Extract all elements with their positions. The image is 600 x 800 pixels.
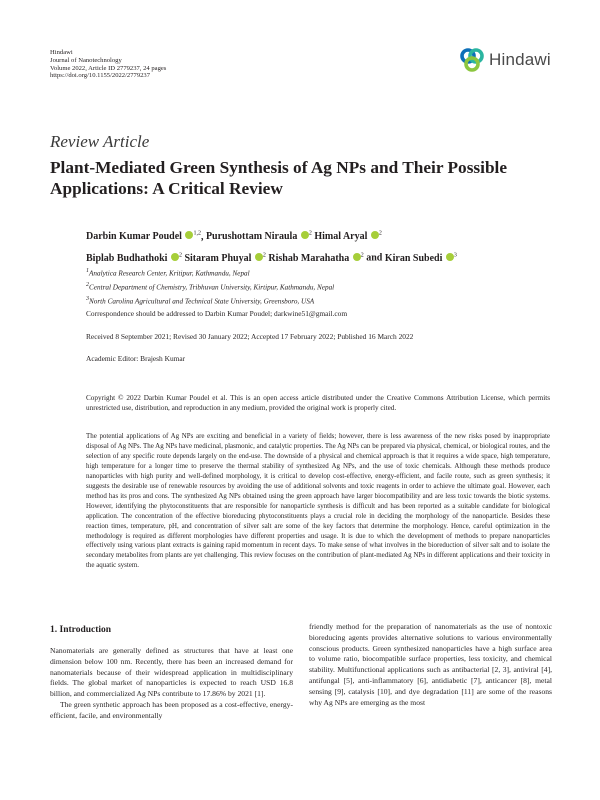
article-title: Plant-Mediated Green Synthesis of Ag NPs and Their Possible Applications: A Critical Review — [50, 158, 508, 198]
orcid-icon[interactable] — [301, 231, 309, 239]
intro-paragraph-1: Nanomaterials are generally defined as structures that have at least one dimension below 100 nm. Recently, there has been an increased demand for nanomaterials because of their widespread application in multidisciplinary fields. The global market of nanoparticles is expected to reach USD 16.8 billion, and commercialized Ag NPs contribute to 17.86% by 2021 [1]. — [50, 646, 293, 699]
author-6[interactable]: Rishab Marahatha $^2$ — [268, 252, 364, 264]
orcid-icon[interactable] — [353, 253, 361, 261]
logo-wordmark: Hindawi — [489, 50, 551, 69]
doi-link[interactable]: https://doi.org/10.1155/2022/2779237 — [50, 72, 151, 80]
author-2[interactable]: Purushottam Niraula $^2$ — [205, 231, 312, 243]
orcid-icon[interactable] — [371, 231, 379, 239]
correspondence: Correspondence should be addressed to Darbin Kumar Poudel; darkwine51@gmail.com — [86, 309, 348, 318]
hindawi-logo-icon — [459, 47, 485, 73]
author-4[interactable]: Biplab Budhathoki $^2$ — [86, 252, 182, 264]
affiliation-3: $^3$North Carolina Agricultural and Technical State University, Greensboro, USA — [86, 295, 315, 306]
journal-header — [50, 49, 166, 80]
hindawi-logo[interactable] — [459, 47, 551, 73]
affiliation-1: $^1$Analytica Research Center, Kritipur, Kathmandu, Nepal — [86, 268, 250, 278]
affiliation-2: $^2$Central Department of Chemistry, Tribhuvan University, Kirtipur, Kathmandu, Nepal — [86, 281, 335, 292]
intro-paragraph-2: The green synthetic approach has been proposed as a cost-effective, energy-efficient, facile, and environmentally — [50, 699, 293, 720]
journal-name: Journal of Nanotechnology — [50, 56, 122, 64]
right-column — [309, 622, 552, 708]
left-column — [50, 646, 293, 722]
author-list: Darbin Kumar Poudel $^{1,2}$, Purushottam Niraula $^2$ Himal Aryal $^2$ Biplab Budhathoki $^2$ Sitaram Phuyal $^2$ Rishab Marahatha $^2$ and Kiran Subedi $^3$ — [86, 231, 457, 264]
orcid-icon[interactable] — [171, 253, 179, 261]
intro-paragraph-continued: friendly method for the preparation of nanomaterials as the use of nontoxic bioreducing agents provides alternative solutions to various environmentally conscious products. Green synthesized nanoparticles have a high surface area to volume ratio, biocompatible surface properties, less toxicity, and chemical stability. Multifunctional applications such as antibacterial [2, 3], antiviral [4], antifungal [5], anti-inflammatory [6], antidiabetic [7], anticancer [8], metal sensing [9], catalysis [10], and dye degradation [11] are some of the reasons why Ag NPs are emerging as the most — [309, 622, 552, 707]
publisher-name: Hindawi — [50, 49, 73, 56]
orcid-icon[interactable] — [255, 253, 263, 261]
copyright-notice: Copyright © 2022 Darbin Kumar Poudel et al. This is an open access article distributed under the Creative Commons Attribution License, which permits unrestricted use, distribution, and reproduction in any medium, provided the original work is properly cited. — [86, 394, 550, 412]
volume-line: Volume 2022, Article ID 2779237, 24 pages — [50, 64, 167, 72]
article-type: Review Article — [50, 132, 150, 151]
author-3[interactable]: Himal Aryal $^2$ — [314, 231, 382, 243]
academic-editor: Academic Editor: Brajesh Kumar — [86, 354, 186, 363]
affiliations — [86, 266, 334, 308]
author-7[interactable]: Kiran Subedi $^3$ — [384, 252, 457, 264]
orcid-icon[interactable] — [446, 253, 454, 261]
author-5[interactable]: Sitaram Phuyal $^2$ — [184, 252, 266, 264]
author-1[interactable]: Darbin Kumar Poudel $^{1,2}$ — [86, 231, 201, 243]
abstract: The potential applications of Ag NPs are exciting and beneficial in a variety of fields; however, there is less awareness of the new risks posed by inappropriate disposal of Ag NPs. The Ag NPs have medicinal, plasmonic, and catalytic properties. The Ag NPs can be prepared via physical, chemical, or biological routes, and the selection of any specific route depends largely on the end-use. The downside of a physical and chemical approach is that it requires a wide space, high temperature, high temperature for a longer time to preserve the thermal stability of synthesized Ag NPs, and the use of toxic chemicals. Although these methods produce nanoparticles with high purity and well-defined morphology, it is critical to develop cost-effective, energy-efficient, and facile route, such as green synthesis; it suggests the desirable use of renewable resources by avoiding the use of additional solvents and toxic reagents in order to achieve the ultimate goal. However, each method has its pros and cons. The synthesized Ag NPs obtained using the green approach have larger biocompatibility and are less toxic towards the biotic systems. However, identifying the phytoconstituents that are responsible for nanoparticle synthesis is difficult and has been reported as a suitable candidate for biological application. The concentration of the effective bioreducing phytoconstituents plays a crucial role in deciding the morphology of the nanoparticle. Besides these reaction times, temperature, pH, and concentration of silver salt are some of the key factors that determine the morphology. Hence, careful optimization in the methodology is required as different morphologies have different properties and usage. It is due to which the development of methods to prepare nanoparticles effectively using various plant extracts is gaining rapid momentum in recent days. To make sense of what involves in the bioreduction of silver salt and to isolate the secondary metabolites from plants are yet challenging. This review focuses on the contribution of plant-mediated Ag NPs in different applications and their toxicity in the aquatic system. — [86, 432, 550, 570]
publication-dates: Received 8 September 2021; Revised 30 January 2022; Accepted 17 February 2022; Published 16 March 2022 — [86, 332, 414, 341]
section-heading: 1. Introduction — [50, 625, 112, 635]
